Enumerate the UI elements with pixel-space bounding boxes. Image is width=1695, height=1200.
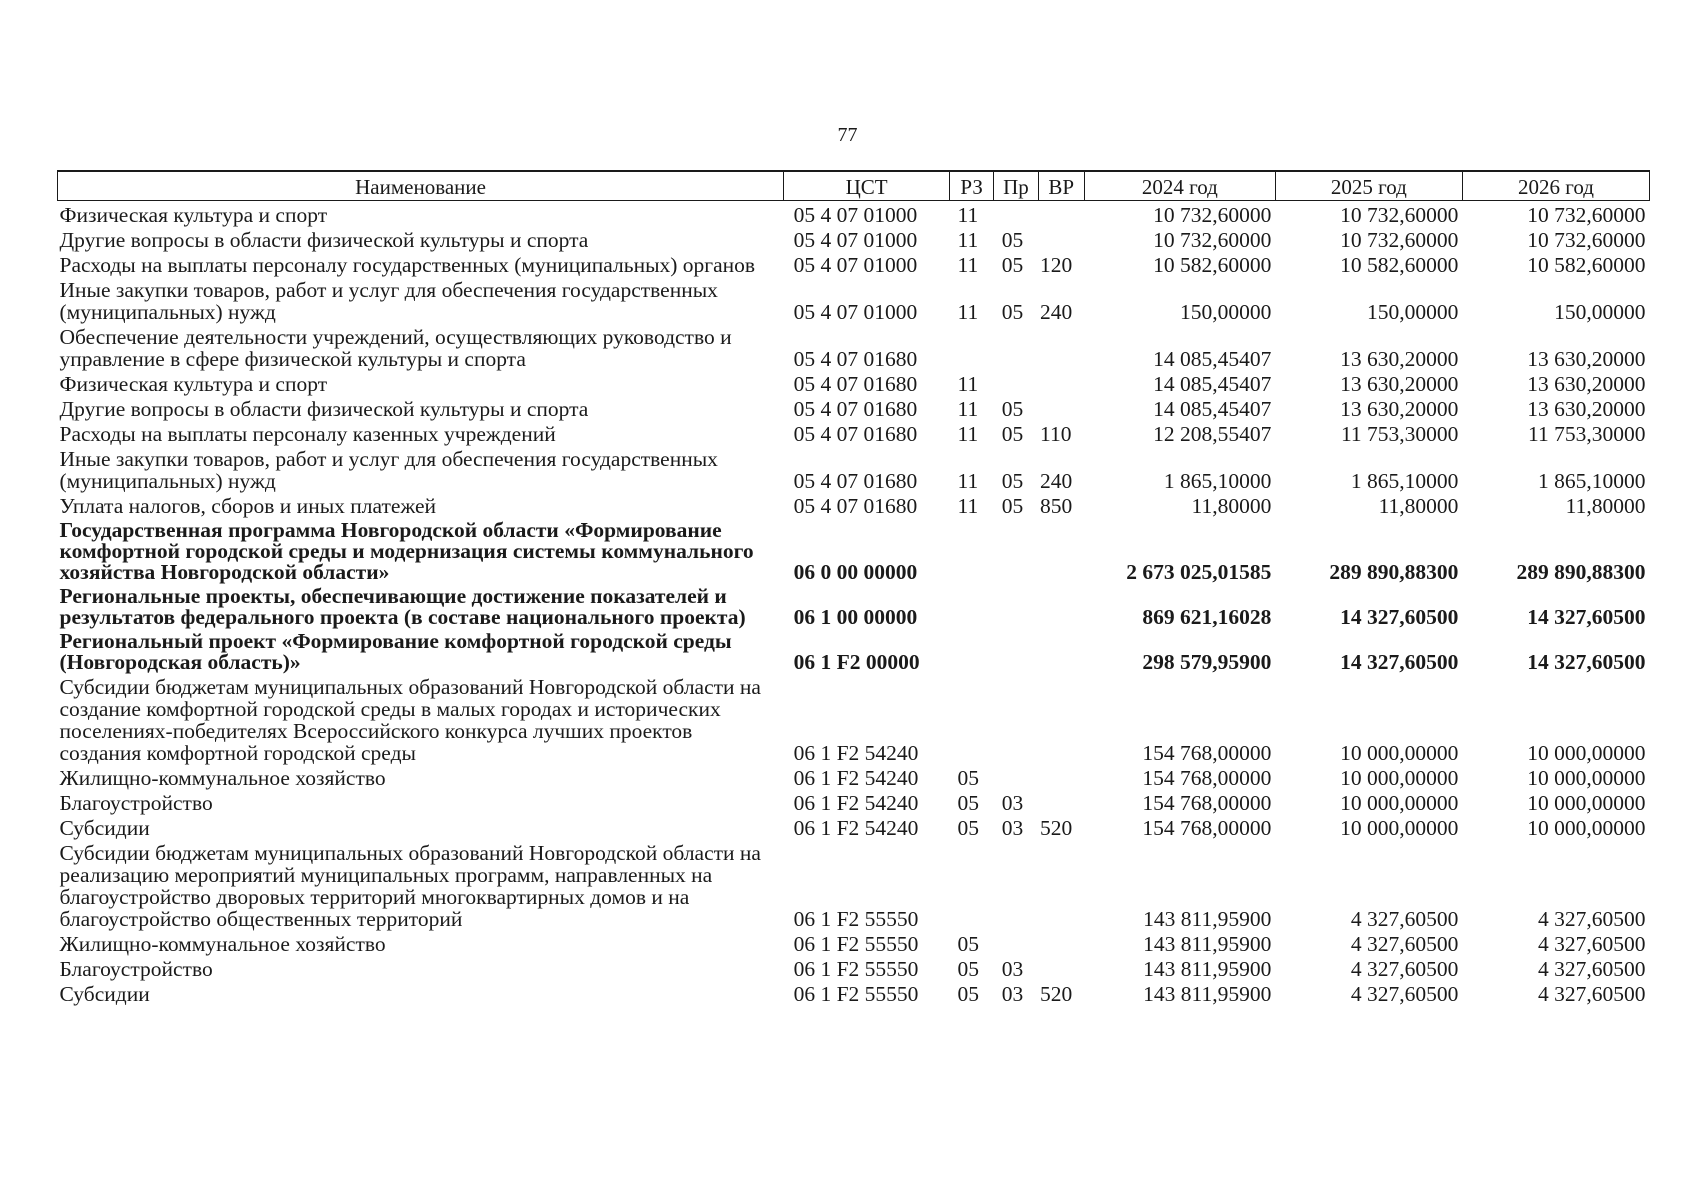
header-name: Наименование: [58, 171, 784, 201]
cell-2024: 10 732,60000: [1153, 228, 1272, 252]
cell-pr: [994, 930, 1038, 955]
cell-cst: 05 4 07 01680: [793, 422, 918, 446]
cell-2024: 12 208,55407: [1153, 422, 1272, 446]
cell-name: Расходы на выплаты персоналу государственных (муниципальных) органов: [59, 253, 756, 277]
table-row: [58, 395, 1650, 420]
cell-2024: 154 768,00000: [1142, 741, 1272, 765]
cell-2025: 150,00000: [1367, 300, 1459, 324]
cell-rz: 11: [957, 469, 979, 493]
cell-2026: 14 327,60500: [1527, 650, 1646, 674]
cell-name: Физическая культура и спорт: [59, 372, 328, 396]
header-2024: 2024 год: [1084, 171, 1275, 201]
cell-rz: 11: [957, 372, 979, 396]
header-pr: Пр: [994, 171, 1038, 201]
cell-name: Физическая культура и спорт: [59, 203, 328, 227]
table-row: [58, 226, 1650, 251]
cell-pr: 05: [1001, 469, 1024, 493]
cell-2024: 10 732,60000: [1153, 203, 1272, 227]
cell-pr: 05: [1001, 494, 1024, 518]
cell-2026: 10 000,00000: [1527, 741, 1646, 765]
cell-cst: 06 1 F2 55550: [793, 932, 919, 956]
header-cst: ЦСТ: [784, 171, 950, 201]
cell-rz: 11: [957, 494, 979, 518]
cell-vr: [1038, 628, 1084, 673]
cell-name: Иные закупки товаров, работ и услуг для обеспечения государственных (муниципальных) нужд: [59, 278, 718, 324]
table-row: [58, 955, 1650, 980]
table-row: [58, 251, 1650, 276]
cell-2025: 11,80000: [1378, 494, 1459, 518]
cell-2024: 143 811,95900: [1143, 907, 1272, 931]
cell-2024: 154 768,00000: [1142, 791, 1272, 815]
cell-name: Уплата налогов, сборов и иных платежей: [59, 494, 437, 518]
table-row: [58, 276, 1650, 323]
cell-rz: 11: [957, 253, 979, 277]
cell-2026: 10 582,60000: [1527, 253, 1646, 277]
cell-name: Жилищно-коммунальное хозяйство: [59, 932, 386, 956]
cell-rz: 11: [957, 422, 979, 446]
table-row: [58, 628, 1650, 673]
cell-2026: 13 630,20000: [1527, 372, 1646, 396]
cell-2025: 10 000,00000: [1340, 816, 1459, 840]
cell-2024: 14 085,45407: [1153, 372, 1272, 396]
cell-vr: [1038, 323, 1084, 370]
cell-name: Расходы на выплаты персоналу казенных учреждений: [59, 422, 556, 446]
cell-pr: 03: [1001, 957, 1024, 981]
header-2026: 2026 год: [1462, 171, 1649, 201]
table-row: [58, 445, 1650, 492]
cell-2024: 869 621,16028: [1142, 605, 1272, 629]
table-header: [58, 171, 1650, 201]
cell-cst: 05 4 07 01680: [793, 372, 918, 396]
cell-vr: [1038, 517, 1084, 583]
cell-pr: 05: [1001, 228, 1024, 252]
cell-name: Региональный проект «Формирование комфортной городской среды (Новгородская область)»: [59, 629, 732, 674]
cell-name: Субсидии бюджетам муниципальных образований Новгородской области на реализацию мероприятий муниципальных программ, направленных на благоустройство дворовых территорий многоквартирных домов и на благоустройство общественных территорий: [59, 841, 761, 931]
cell-vr: 850: [1040, 494, 1073, 518]
cell-pr: 05: [1001, 422, 1024, 446]
cell-cst: 06 0 00 00000: [793, 560, 918, 584]
cell-pr: 05: [1001, 253, 1024, 277]
cell-rz: [950, 323, 994, 370]
cell-name: Субсидии: [59, 982, 150, 1006]
cell-rz: [950, 673, 994, 764]
table-row: [58, 201, 1650, 227]
cell-name: Другие вопросы в области физической культуры и спорта: [59, 397, 589, 421]
table-body: [58, 201, 1650, 1006]
cell-vr: 520: [1040, 816, 1073, 840]
cell-pr: [994, 673, 1038, 764]
cell-2026: 150,00000: [1554, 300, 1646, 324]
cell-name: Субсидии: [59, 816, 150, 840]
cell-name: Жилищно-коммунальное хозяйство: [59, 766, 386, 790]
cell-2026: 11 753,30000: [1528, 422, 1646, 446]
cell-2024: 2 673 025,01585: [1126, 560, 1272, 584]
cell-2025: 10 000,00000: [1340, 741, 1459, 765]
cell-rz: 05: [957, 816, 980, 840]
cell-cst: 06 1 F2 54240: [793, 791, 919, 815]
cell-rz: 05: [957, 791, 980, 815]
table-row: [58, 789, 1650, 814]
cell-2025: 13 630,20000: [1340, 347, 1459, 371]
cell-name: Государственная программа Новгородской области «Формирование комфортной городской среды и модернизация системы коммунального хозяйства Новгородской области»: [59, 518, 754, 584]
cell-2024: 154 768,00000: [1142, 816, 1272, 840]
cell-vr: 120: [1040, 253, 1073, 277]
cell-cst: 05 4 07 01680: [793, 469, 918, 493]
cell-cst: 05 4 07 01000: [793, 300, 918, 324]
cell-2025: 11 753,30000: [1340, 422, 1459, 446]
cell-2026: 13 630,20000: [1527, 397, 1646, 421]
cell-2025: 14 327,60500: [1340, 650, 1459, 674]
cell-2025: 10 000,00000: [1340, 766, 1459, 790]
table-row: [58, 814, 1650, 839]
cell-name: Обеспечение деятельности учреждений, осуществляющих руководство и управление в сфере физической культуры и спорта: [59, 325, 732, 371]
cell-vr: 110: [1040, 422, 1072, 446]
cell-2025: 14 327,60500: [1340, 605, 1459, 629]
cell-rz: [950, 839, 994, 930]
cell-2026: 289 890,88300: [1516, 560, 1646, 584]
cell-2025: 289 890,88300: [1329, 560, 1459, 584]
cell-pr: 03: [1001, 982, 1024, 1006]
cell-2026: 4 327,60500: [1538, 982, 1646, 1006]
cell-rz: [950, 517, 994, 583]
cell-rz: 05: [957, 932, 980, 956]
cell-pr: 05: [1001, 397, 1024, 421]
cell-vr: [1038, 839, 1084, 930]
cell-2025: 4 327,60500: [1350, 982, 1459, 1006]
cell-2024: 154 768,00000: [1142, 766, 1272, 790]
cell-rz: [950, 628, 994, 673]
cell-2026: 1 865,10000: [1538, 469, 1646, 493]
cell-name: Иные закупки товаров, работ и услуг для обеспечения государственных (муниципальных) нужд: [59, 447, 718, 493]
cell-cst: 05 4 07 01680: [793, 397, 918, 421]
cell-2024: 143 811,95900: [1143, 932, 1272, 956]
cell-vr: 240: [1040, 300, 1073, 324]
cell-2024: 14 085,45407: [1153, 397, 1272, 421]
cell-2024: 1 865,10000: [1163, 469, 1272, 493]
cell-cst: 05 4 07 01680: [793, 494, 918, 518]
cell-2025: 4 327,60500: [1350, 932, 1459, 956]
table-row: [58, 370, 1650, 395]
cell-pr: [994, 583, 1038, 628]
cell-2025: 1 865,10000: [1350, 469, 1459, 493]
cell-2025: 10 732,60000: [1340, 228, 1459, 252]
cell-2024: 11,80000: [1191, 494, 1272, 518]
cell-2025: 10 000,00000: [1340, 791, 1459, 815]
cell-2025: 4 327,60500: [1350, 907, 1459, 931]
cell-2026: 4 327,60500: [1538, 907, 1646, 931]
cell-vr: [1038, 583, 1084, 628]
cell-pr: [994, 370, 1038, 395]
cell-vr: 240: [1040, 469, 1073, 493]
cell-rz: 05: [957, 982, 980, 1006]
cell-pr: [994, 628, 1038, 673]
cell-vr: [1038, 395, 1084, 420]
table-row: [58, 420, 1650, 445]
cell-2024: 10 582,60000: [1153, 253, 1272, 277]
cell-pr: [994, 201, 1038, 227]
cell-2026: 11,80000: [1565, 494, 1646, 518]
cell-cst: 05 4 07 01000: [793, 203, 918, 227]
cell-rz: 05: [957, 957, 980, 981]
table-row: [58, 930, 1650, 955]
cell-2024: 150,00000: [1179, 300, 1272, 324]
cell-2024: 14 085,45407: [1153, 347, 1272, 371]
cell-rz: 11: [957, 203, 979, 227]
cell-cst: 05 4 07 01680: [793, 347, 918, 371]
cell-2026: 10 732,60000: [1527, 228, 1646, 252]
cell-vr: [1038, 226, 1084, 251]
cell-pr: [994, 517, 1038, 583]
cell-rz: 11: [957, 397, 979, 421]
cell-pr: 05: [1001, 300, 1024, 324]
cell-2026: 10 000,00000: [1527, 766, 1646, 790]
header-2025: 2025 год: [1275, 171, 1462, 201]
cell-2026: 14 327,60500: [1527, 605, 1646, 629]
cell-name: Субсидии бюджетам муниципальных образований Новгородской области на создание комфортной городской среды в малых городах и исторических поселениях-победителях Всероссийского конкурса лучших проектов создания комфортной городской среды: [59, 675, 761, 765]
cell-vr: [1038, 930, 1084, 955]
cell-cst: 06 1 F2 55550: [793, 907, 919, 931]
cell-vr: [1038, 789, 1084, 814]
cell-pr: 03: [1001, 791, 1024, 815]
cell-cst: 06 1 F2 54240: [793, 816, 919, 840]
cell-pr: [994, 323, 1038, 370]
cell-rz: [950, 583, 994, 628]
table-row: [58, 492, 1650, 517]
cell-pr: [994, 764, 1038, 789]
table-row: [58, 839, 1650, 930]
cell-cst: 06 1 F2 55550: [793, 982, 919, 1006]
cell-2025: 13 630,20000: [1340, 397, 1459, 421]
cell-name: Благоустройство: [59, 791, 213, 815]
table-row: [58, 980, 1650, 1005]
header-vr: ВР: [1038, 171, 1084, 201]
cell-name: Благоустройство: [59, 957, 213, 981]
cell-2026: 10 732,60000: [1527, 203, 1646, 227]
table-row: [58, 323, 1650, 370]
cell-cst: 06 1 F2 00000: [793, 650, 920, 674]
cell-pr: [994, 839, 1038, 930]
cell-vr: 520: [1040, 982, 1073, 1006]
cell-2026: 4 327,60500: [1538, 932, 1646, 956]
cell-name: Другие вопросы в области физической культуры и спорта: [59, 228, 589, 252]
cell-cst: 05 4 07 01000: [793, 253, 918, 277]
cell-2024: 298 579,95900: [1142, 650, 1272, 674]
cell-cst: 06 1 F2 54240: [793, 766, 919, 790]
table-row: [58, 517, 1650, 583]
cell-cst: 05 4 07 01000: [793, 228, 918, 252]
cell-2026: 10 000,00000: [1527, 816, 1646, 840]
header-rz: РЗ: [950, 171, 994, 201]
cell-vr: [1038, 673, 1084, 764]
cell-rz: 11: [957, 300, 979, 324]
cell-2024: 143 811,95900: [1143, 957, 1272, 981]
cell-2025: 10 732,60000: [1340, 203, 1459, 227]
cell-cst: 06 1 F2 54240: [793, 741, 919, 765]
table-row: [58, 673, 1650, 764]
cell-2026: 13 630,20000: [1527, 347, 1646, 371]
cell-pr: 03: [1001, 816, 1024, 840]
cell-2025: 10 582,60000: [1340, 253, 1459, 277]
cell-name: Региональные проекты, обеспечивающие достижение показателей и результатов федерального проекта (в составе национального проекта): [59, 584, 746, 629]
cell-2025: 4 327,60500: [1350, 957, 1459, 981]
cell-2024: 143 811,95900: [1143, 982, 1272, 1006]
page-number: 77: [837, 124, 858, 146]
cell-cst: 06 1 F2 55550: [793, 957, 919, 981]
budget-table: [57, 170, 1650, 1005]
cell-vr: [1038, 370, 1084, 395]
cell-rz: 05: [957, 766, 980, 790]
cell-2026: 10 000,00000: [1527, 791, 1646, 815]
cell-2025: 13 630,20000: [1340, 372, 1459, 396]
cell-rz: 11: [957, 228, 979, 252]
cell-cst: 06 1 00 00000: [793, 605, 918, 629]
table-row: [58, 764, 1650, 789]
cell-vr: [1038, 955, 1084, 980]
cell-vr: [1038, 201, 1084, 227]
table-row: [58, 583, 1650, 628]
cell-2026: 4 327,60500: [1538, 957, 1646, 981]
cell-vr: [1038, 764, 1084, 789]
